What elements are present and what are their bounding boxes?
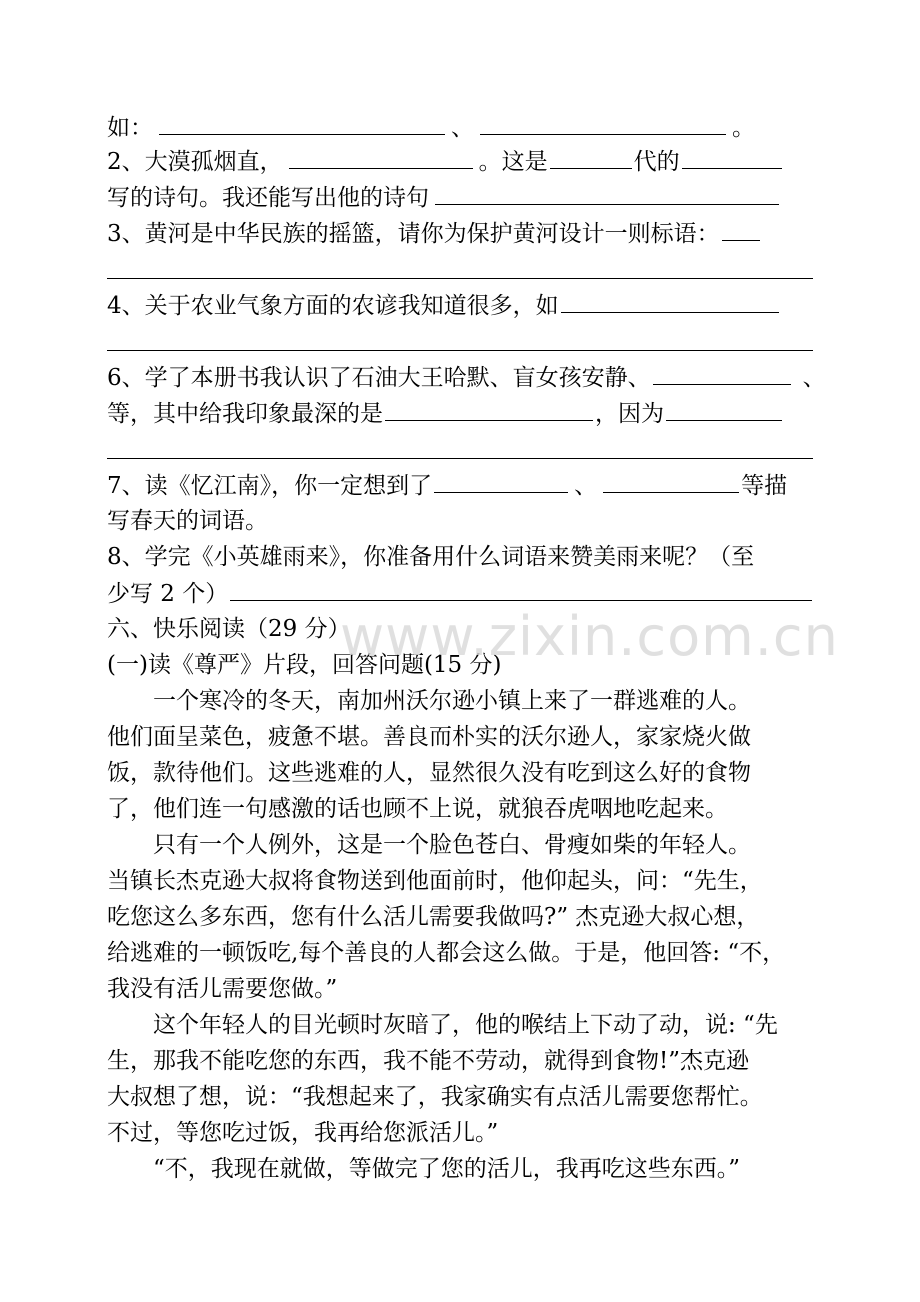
q7-blank-1[interactable]	[434, 468, 568, 493]
reading1-title: (一)读《尊严》片段，回答问题(15 分)	[107, 652, 502, 678]
q6-blank-1[interactable]	[653, 360, 791, 385]
section6-title: 六、快乐阅读（29 分）	[107, 616, 351, 642]
q1-blank-1[interactable]	[159, 110, 445, 135]
q6-blank-reason[interactable]	[666, 396, 782, 421]
passage-line: 吃您这么多东西，您有什么活儿需要我做吗?” 杰克逊大叔心想，	[107, 904, 760, 930]
q7-text-a: 7、读《忆江南》，你一定想到了	[107, 473, 433, 499]
q7-text-c: 等描	[741, 473, 788, 499]
q7-line-2: 写春天的词语。	[107, 508, 268, 534]
q6-text-a: 6、学了本册书我认识了石油大王哈默、盲女孩安静、	[107, 365, 651, 391]
passage-line: 不过，等您吃过饭，我再给您派活儿。”	[107, 1120, 499, 1146]
q7-text-b: 、	[574, 473, 598, 499]
passage-line: 这个年轻人的目光顿时灰暗了，他的喉结上下动了动，说: “先	[153, 1012, 778, 1038]
q1-sep: 、	[451, 115, 474, 141]
q6-blank-impression[interactable]	[385, 396, 593, 421]
q7-blank-2[interactable]	[603, 468, 739, 493]
q2-text-a: 2、大漠孤烟直，	[107, 149, 283, 175]
q2-blank-dynasty[interactable]	[550, 144, 632, 169]
q6-line-1	[107, 360, 852, 394]
passage-line: 他们面呈菜色，疲惫不堪。善良而朴实的沃尔逊人，家家烧火做	[107, 724, 751, 750]
q2-blank-verse[interactable]	[289, 144, 473, 169]
q2-blank-poem[interactable]	[435, 180, 779, 205]
q3-line-1	[107, 216, 852, 250]
passage-line: 大叔想了想，说：“我想起来了，我家确实有点活儿需要您帮忙。	[107, 1084, 763, 1110]
q4-blank-start[interactable]	[561, 288, 779, 313]
passage-line: 了，他们连一句感激的话也顾不上说，就狼吞虎咽地吃起来。	[107, 796, 728, 822]
passage-line: 给逃难的一顿饭吃,每个善良的人都会这么做。于是，他回答: “不，	[107, 940, 786, 966]
passage-line: “不，我现在就做，等做完了您的活儿，我再吃这些东西。”	[153, 1156, 741, 1182]
q2-line-2	[107, 180, 852, 214]
watermark: www.zixin.com.cn	[340, 605, 839, 668]
passage-line: 生，那我不能吃您的东西，我不能不劳动，就得到食物!”杰克逊	[107, 1048, 750, 1074]
passage-line: 当镇长杰克逊大叔将食物送到他面前时，他仰起头，问：“先生，	[107, 868, 763, 894]
q8-line-2	[107, 576, 852, 610]
q6-text-b: 、	[802, 365, 826, 391]
passage-line: 一个寒冷的冬天，南加州沃尔逊小镇上来了一群逃难的人。	[153, 688, 751, 714]
q8-line-1: 8、学完《小英雄雨来》，你准备用什么词语来赞美雨来呢？（至	[107, 544, 755, 570]
q2-blank-poet[interactable]	[682, 144, 782, 169]
q3-answer-rule[interactable]	[107, 278, 813, 279]
q2-text-c: 代的	[633, 149, 680, 175]
q6-text-c: 等，其中给我印象最深的是	[107, 401, 383, 427]
q3-blank-start[interactable]	[722, 216, 760, 241]
q3-text: 3、黄河是中华民族的摇篮，请你为保护黄河设计一则标语：	[107, 221, 720, 247]
q1-blank-2[interactable]	[480, 110, 726, 135]
q6-answer-rule[interactable]	[107, 458, 813, 459]
passage-line: 我没有活儿需要您做。”	[107, 976, 338, 1002]
q2-text-d: 写的诗句。我还能写出他的诗句	[107, 185, 429, 211]
q4-line-1	[107, 288, 852, 322]
passage-line: 只有一个人例外，这是一个脸色苍白、骨瘦如柴的年轻人。	[153, 832, 751, 858]
q1-line	[107, 110, 852, 144]
q4-answer-rule[interactable]	[107, 350, 813, 351]
q4-text: 4、关于农业气象方面的农谚我知道很多，如	[107, 293, 559, 319]
q8-text-a: 少写 2 个）	[107, 581, 229, 607]
q6-text-d: ，因为	[595, 401, 664, 427]
q6-line-2	[107, 396, 852, 430]
q1-prefix: 如：	[107, 115, 153, 141]
q1-end: 。	[732, 115, 755, 141]
q2-line-1	[107, 144, 852, 178]
passage-line: 饭，款待他们。这些逃难的人，显然很久没有吃到这么好的食物	[107, 760, 751, 786]
q8-blank[interactable]	[230, 576, 812, 601]
q2-text-b: 。这是	[478, 149, 548, 175]
q7-line-1	[107, 468, 852, 502]
